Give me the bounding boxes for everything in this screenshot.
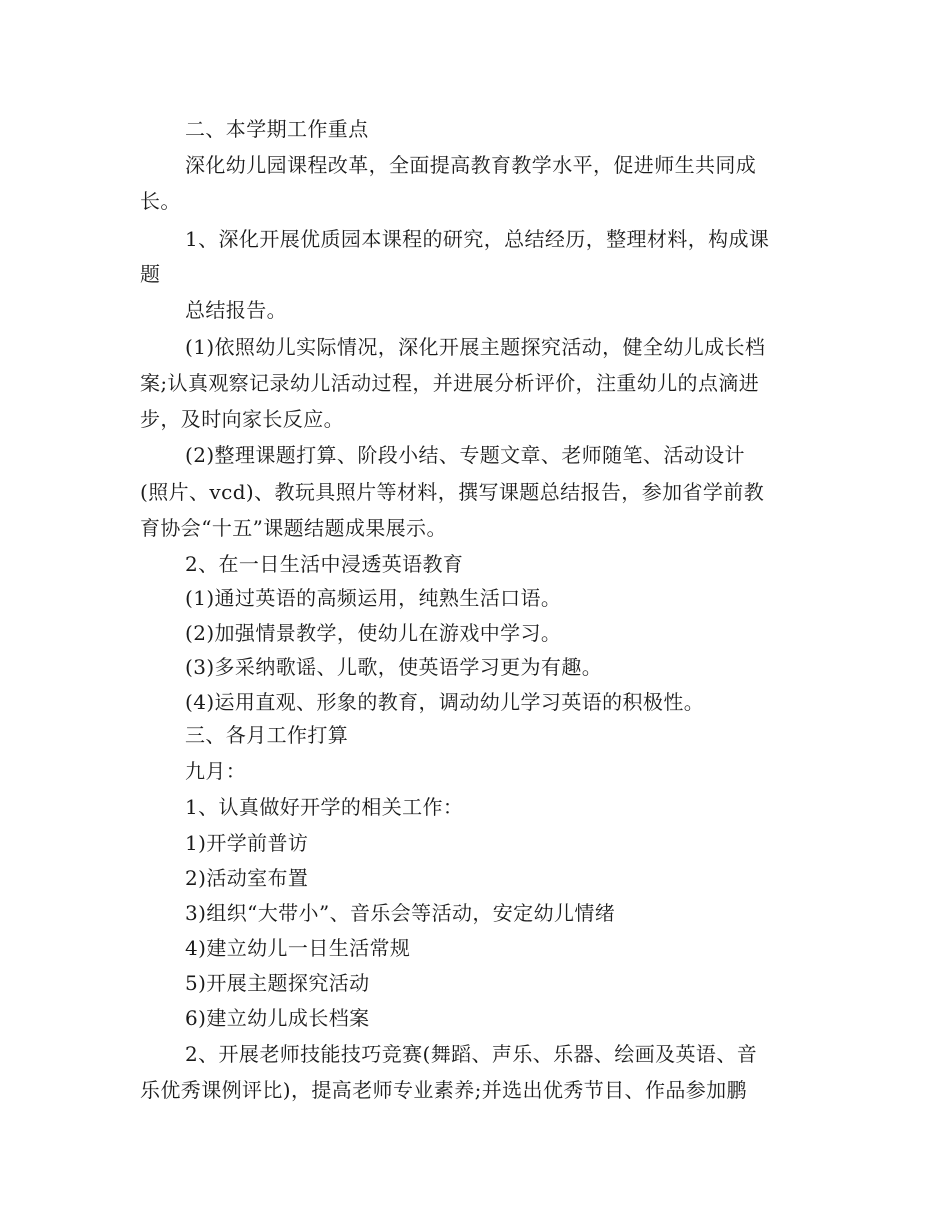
paragraph-line: 总结报告。 bbox=[185, 298, 287, 322]
section-heading: 三、各月工作打算 bbox=[185, 723, 349, 747]
paragraph-line: 案;认真观察记录幼儿活动过程，并进展分析评价，注重幼儿的点滴进 bbox=[140, 371, 760, 395]
list-item: 3)组织“大带小”、音乐会等活动，安定幼儿情绪 bbox=[185, 901, 616, 925]
paragraph-line: 育协会“十五”课题结题成果展示。 bbox=[140, 516, 447, 540]
list-item: (2)加强情景教学，使幼儿在游戏中学习。 bbox=[185, 621, 562, 645]
section-heading: 二、本学期工作重点 bbox=[185, 117, 369, 141]
paragraph-line: (1)依照幼儿实际情况，深化开展主题探究活动，健全幼儿成长档 bbox=[185, 335, 766, 359]
list-item: 1)开学前普访 bbox=[185, 831, 309, 855]
paragraph-line: (照片、vcd)、教玩具照片等材料，撰写课题总结报告，参加省学前教 bbox=[140, 480, 765, 504]
list-item: (1)通过英语的高频运用，纯熟生活口语。 bbox=[185, 586, 562, 610]
paragraph-line: 1、认真做好开学的相关工作： bbox=[185, 795, 464, 819]
paragraph-line: 乐优秀课例评比)，提高老师专业素养;并选出优秀节目、作品参加鹏 bbox=[140, 1078, 747, 1102]
paragraph-line: 深化幼儿园课程改革，全面提高教育教学水平，促进师生共同成 bbox=[185, 153, 757, 177]
paragraph-line: 题 bbox=[140, 262, 161, 286]
month-heading: 九月： bbox=[185, 759, 247, 783]
list-item: (3)多采纳歌谣、儿歌，使英语学习更为有趣。 bbox=[185, 655, 603, 679]
paragraph-line: 2、开展老师技能技巧竞赛(舞蹈、声乐、乐器、绘画及英语、音 bbox=[185, 1042, 758, 1066]
paragraph-line: 步，及时向家长反应。 bbox=[140, 407, 344, 431]
paragraph-line: 2、在一日生活中浸透英语教育 bbox=[185, 552, 464, 576]
list-item: (4)运用直观、形象的教育，调动幼儿学习英语的积极性。 bbox=[185, 690, 705, 714]
paragraph-line: 长。 bbox=[140, 189, 181, 213]
list-item: 5)开展主题探究活动 bbox=[185, 971, 370, 995]
list-item: 4)建立幼儿一日生活常规 bbox=[185, 936, 411, 960]
list-item: 6)建立幼儿成长档案 bbox=[185, 1006, 370, 1030]
list-item: 2)活动室布置 bbox=[185, 866, 309, 890]
paragraph-line: 1、深化开展优质园本课程的研究，总结经历，整理材料，构成课 bbox=[185, 227, 770, 251]
paragraph-line: (2)整理课题打算、阶段小结、专题文章、老师随笔、活动设计 bbox=[185, 443, 745, 467]
